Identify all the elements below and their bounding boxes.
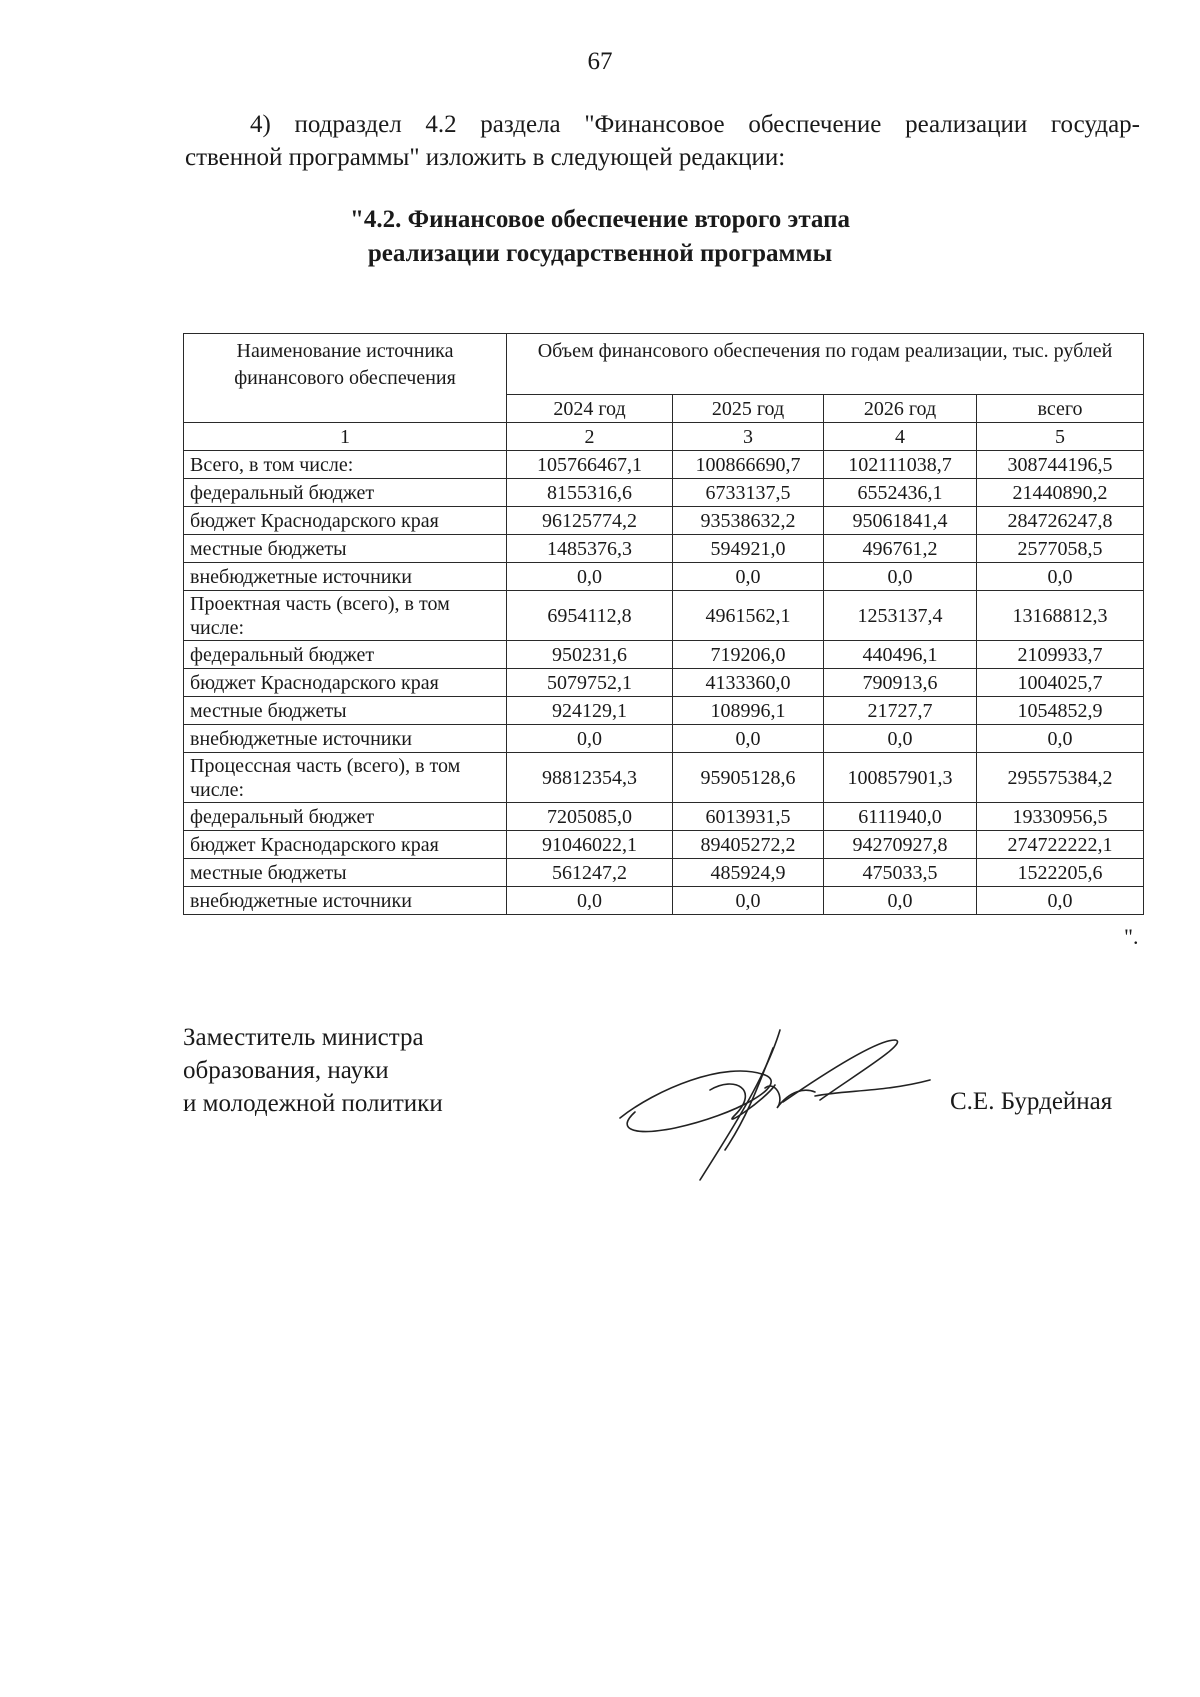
table-colnum-row	[184, 423, 1144, 451]
row-value: 6733137,5	[673, 479, 824, 507]
row-value: 98812354,3	[507, 753, 673, 803]
row-value: 4133360,0	[673, 669, 824, 697]
row-source-name: внебюджетные источники	[184, 563, 507, 591]
row-value: 100866690,7	[673, 451, 824, 479]
row-value: 0,0	[977, 563, 1144, 591]
row-source-name: местные бюджеты	[184, 535, 507, 563]
row-value: 0,0	[977, 887, 1144, 915]
row-value: 485924,9	[673, 859, 824, 887]
row-value: 594921,0	[673, 535, 824, 563]
header-source-column: Наименование источника финансового обеспечения	[184, 334, 507, 423]
intro-word: 4)	[250, 111, 271, 138]
column-number: 2	[507, 423, 673, 451]
financing-table	[183, 333, 1144, 915]
row-value: 8155316,6	[507, 479, 673, 507]
intro-line-1	[185, 108, 1140, 141]
row-source-name: внебюджетные источники	[184, 725, 507, 753]
section-title-line-1: "4.2. Финансовое обеспечение второго этапа	[349, 206, 851, 233]
row-value: 93538632,2	[673, 507, 824, 535]
row-value: 6111940,0	[824, 803, 977, 831]
row-value: 91046022,1	[507, 831, 673, 859]
column-number: 1	[184, 423, 507, 451]
column-number: 4	[824, 423, 977, 451]
section-title-line-2: реализации государственной программы	[367, 240, 833, 267]
table-body	[184, 451, 1144, 915]
row-value: 21440890,2	[977, 479, 1144, 507]
signer-name: С.Е. Бурдейная	[950, 1088, 1113, 1115]
table-row	[184, 803, 1144, 831]
header-year: 2026 год	[824, 395, 977, 423]
table-row	[184, 859, 1144, 887]
row-value: 496761,2	[824, 535, 977, 563]
row-source-name: местные бюджеты	[184, 697, 507, 725]
column-number: 5	[977, 423, 1144, 451]
row-value: 1522205,6	[977, 859, 1144, 887]
signature-position	[183, 1021, 443, 1120]
intro-word: подраздел	[294, 111, 402, 138]
intro-word: 4.2	[425, 111, 457, 138]
closing-quote: ".	[1124, 924, 1139, 949]
row-value: 924129,1	[507, 697, 673, 725]
row-value: 7205085,0	[507, 803, 673, 831]
row-value: 475033,5	[824, 859, 977, 887]
table-row	[184, 831, 1144, 859]
page-number: 67	[587, 48, 613, 75]
row-source-name: бюджет Краснодарского края	[184, 669, 507, 697]
row-source-name: бюджет Краснодарского края	[184, 507, 507, 535]
intro-word: раздела	[480, 111, 561, 138]
row-source-name: Проектная часть (всего), в том числе:	[184, 591, 507, 641]
row-value: 6013931,5	[673, 803, 824, 831]
position-line: Заместитель министра	[183, 1024, 424, 1051]
table-row	[184, 535, 1144, 563]
row-value: 2577058,5	[977, 535, 1144, 563]
intro-word: реализации	[905, 111, 1028, 138]
row-source-name: федеральный бюджет	[184, 641, 507, 669]
row-value: 274722222,1	[977, 831, 1144, 859]
table-row	[184, 697, 1144, 725]
row-value: 21727,7	[824, 697, 977, 725]
header-year: всего	[977, 395, 1144, 423]
table-row	[184, 507, 1144, 535]
row-value: 1253137,4	[824, 591, 977, 641]
table-row	[184, 753, 1144, 803]
intro-paragraph	[185, 108, 1140, 174]
handwritten-signature	[615, 1020, 945, 1190]
row-value: 440496,1	[824, 641, 977, 669]
row-value: 13168812,3	[977, 591, 1144, 641]
intro-word: обеспечение	[748, 111, 882, 138]
row-value: 0,0	[507, 725, 673, 753]
row-value: 100857901,3	[824, 753, 977, 803]
row-value: 1004025,7	[977, 669, 1144, 697]
table-row	[184, 641, 1144, 669]
row-value: 308744196,5	[977, 451, 1144, 479]
row-source-name: внебюджетные источники	[184, 887, 507, 915]
row-value: 561247,2	[507, 859, 673, 887]
table-row	[184, 725, 1144, 753]
row-value: 0,0	[507, 887, 673, 915]
row-value: 0,0	[824, 887, 977, 915]
table-row	[184, 887, 1144, 915]
row-value: 102111038,7	[824, 451, 977, 479]
row-value: 0,0	[507, 563, 673, 591]
row-value: 284726247,8	[977, 507, 1144, 535]
row-value: 94270927,8	[824, 831, 977, 859]
intro-word: государ-	[1050, 111, 1140, 138]
row-source-name: федеральный бюджет	[184, 479, 507, 507]
row-value: 6954112,8	[507, 591, 673, 641]
row-value: 95905128,6	[673, 753, 824, 803]
row-source-name: бюджет Краснодарского края	[184, 831, 507, 859]
row-value: 0,0	[673, 887, 824, 915]
row-value: 0,0	[824, 563, 977, 591]
row-source-name: Всего, в том числе:	[184, 451, 507, 479]
row-value: 6552436,1	[824, 479, 977, 507]
row-value: 1054852,9	[977, 697, 1144, 725]
table-row	[184, 591, 1144, 641]
section-title	[0, 203, 1200, 271]
row-source-name: федеральный бюджет	[184, 803, 507, 831]
row-value: 95061841,4	[824, 507, 977, 535]
row-value: 108996,1	[673, 697, 824, 725]
row-value: 295575384,2	[977, 753, 1144, 803]
header-year: 2024 год	[507, 395, 673, 423]
intro-line-2: ственной программы" изложить в следующей редакции:	[185, 144, 786, 171]
intro-word: "Финансовое	[584, 111, 725, 138]
row-value: 1485376,3	[507, 535, 673, 563]
row-source-name: Процессная часть (всего), в том числе:	[184, 753, 507, 803]
row-value: 0,0	[673, 563, 824, 591]
row-source-name: местные бюджеты	[184, 859, 507, 887]
row-value: 950231,6	[507, 641, 673, 669]
table-row	[184, 451, 1144, 479]
row-value: 89405272,2	[673, 831, 824, 859]
header-volume-group: Объем финансового обеспечения по годам реализации, тыс. рублей	[507, 334, 1144, 395]
table-header-row	[184, 334, 1144, 395]
row-value: 2109933,7	[977, 641, 1144, 669]
row-value: 4961562,1	[673, 591, 824, 641]
table-row	[184, 563, 1144, 591]
row-value: 96125774,2	[507, 507, 673, 535]
row-value: 0,0	[673, 725, 824, 753]
header-year: 2025 год	[673, 395, 824, 423]
table-row	[184, 479, 1144, 507]
position-line: образования, науки	[183, 1057, 389, 1084]
row-value: 719206,0	[673, 641, 824, 669]
row-value: 5079752,1	[507, 669, 673, 697]
row-value: 0,0	[824, 725, 977, 753]
row-value: 790913,6	[824, 669, 977, 697]
row-value: 0,0	[977, 725, 1144, 753]
column-number: 3	[673, 423, 824, 451]
row-value: 19330956,5	[977, 803, 1144, 831]
position-line: и молодежной политики	[183, 1090, 443, 1117]
table-row	[184, 669, 1144, 697]
row-value: 105766467,1	[507, 451, 673, 479]
